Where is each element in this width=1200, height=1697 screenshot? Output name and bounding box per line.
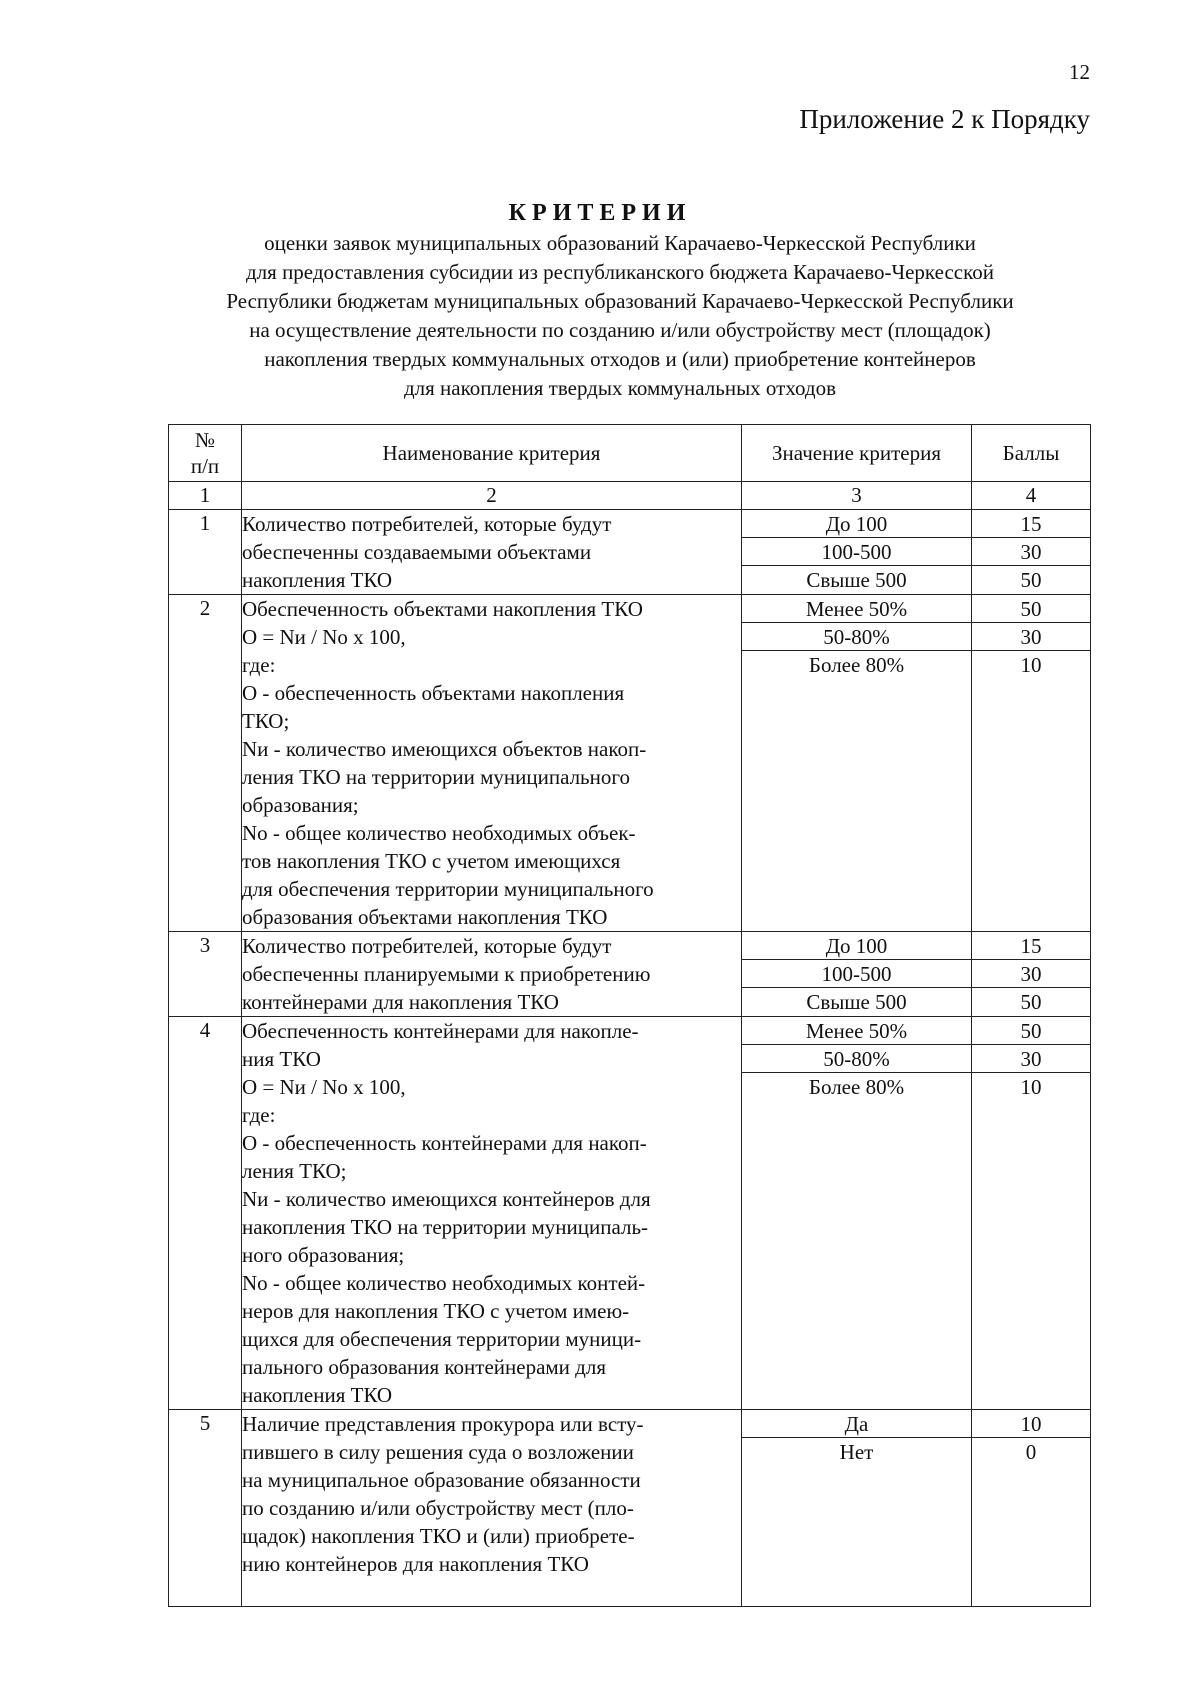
criterion-name-line: Nи - количество имеющихся контейнеров для xyxy=(242,1187,651,1211)
document-subtitle xyxy=(150,229,1090,403)
subtitle-line: накопления твердых коммунальных отходов и (или) приобретение контейнеров xyxy=(264,347,976,371)
subtitle-line: оценки заявок муниципальных образований Карачаево-Черкесской Республики xyxy=(264,231,976,255)
criterion-points xyxy=(972,510,1091,595)
criterion-name-line: О = Nи / No x 100, xyxy=(242,1075,406,1099)
table-row xyxy=(169,595,1091,932)
criterion-name xyxy=(242,510,742,595)
criterion-name xyxy=(242,1410,742,1607)
criterion-points-value: 15 xyxy=(972,932,1090,960)
criterion-name-line: О = Nи / No x 100, xyxy=(242,625,406,649)
header-num xyxy=(169,425,242,482)
criterion-points-value: 30 xyxy=(972,960,1090,988)
column-index: 4 xyxy=(972,482,1091,510)
criterion-name-line: ления ТКО; xyxy=(242,1159,347,1183)
criterion-name-line: щадок) накопления ТКО и (или) приобрете- xyxy=(242,1524,635,1548)
criterion-points-value: 50 xyxy=(972,595,1090,623)
criterion-values xyxy=(742,510,972,595)
criterion-name-line: для обеспечения территории муниципального xyxy=(242,877,654,901)
criterion-points xyxy=(972,1410,1091,1607)
criterion-points-value: 10 xyxy=(1020,1075,1042,1099)
header-value: Значение критерия xyxy=(742,425,972,482)
criterion-number: 1 xyxy=(169,510,242,595)
document-title: КРИТЕРИИ xyxy=(508,200,692,226)
criterion-values xyxy=(742,1017,972,1410)
criterion-value: 50-80% xyxy=(742,1045,971,1073)
criterion-name-line: неров для накопления ТКО с учетом имею- xyxy=(242,1299,630,1323)
criterion-name-line: Наличие представления прокурора или всту- xyxy=(242,1412,644,1436)
criterion-name-line: No - общее количество необходимых контей- xyxy=(242,1271,646,1295)
criterion-name-line: нию контейнеров для накопления ТКО xyxy=(242,1552,589,1576)
criterion-name-line: Nи - количество имеющихся объектов накоп- xyxy=(242,737,647,761)
criterion-values xyxy=(742,932,972,1017)
criterion-name-line: накопления ТКО xyxy=(242,1383,393,1407)
criterion-name-line: О - обеспеченность контейнерами для накоп- xyxy=(242,1131,647,1155)
header-num-label: № п/п xyxy=(190,428,220,478)
criterion-name-line: по созданию и/или обустройству мест (пло- xyxy=(242,1496,634,1520)
table-header-row xyxy=(169,425,1091,482)
criterion-name-line: пального образования контейнерами для xyxy=(242,1355,606,1379)
criterion-points xyxy=(972,1017,1091,1410)
subtitle-line: для предоставления субсидии из республиканского бюджета Карачаево-Черкесской xyxy=(246,260,994,284)
criterion-value: Более 80% xyxy=(808,653,905,677)
table-row xyxy=(169,932,1091,1017)
criterion-points xyxy=(972,595,1091,932)
criterion-points-value: 10 xyxy=(1020,653,1042,677)
criterion-name-line: образования объектами накопления ТКО xyxy=(242,905,608,929)
criteria-table xyxy=(168,424,1091,1607)
criterion-points-value: 50 xyxy=(1020,568,1042,592)
table-row xyxy=(169,1410,1091,1607)
criterion-points-value: 30 xyxy=(972,623,1090,651)
criterion-name-line: накопления ТКО на территории муниципаль- xyxy=(242,1215,649,1239)
criterion-value: Нет xyxy=(839,1440,874,1464)
criterion-value: До 100 xyxy=(742,932,971,960)
column-index: 3 xyxy=(742,482,972,510)
page-number: 12 xyxy=(1069,60,1090,84)
criterion-value: Свыше 500 xyxy=(806,990,907,1014)
criterion-name-line: No - общее количество необходимых объек- xyxy=(242,821,636,845)
table-row xyxy=(169,1017,1091,1410)
criterion-number: 5 xyxy=(169,1410,242,1607)
criterion-value: 50-80% xyxy=(742,623,971,651)
criterion-values xyxy=(742,595,972,932)
column-index: 1 xyxy=(169,482,242,510)
criterion-number: 2 xyxy=(169,595,242,932)
criterion-value: Менее 50% xyxy=(742,1017,971,1045)
criterion-number: 4 xyxy=(169,1017,242,1410)
criterion-name-line: ления ТКО на территории муниципального xyxy=(242,765,630,789)
subtitle-line: для накопления твердых коммунальных отходов xyxy=(403,376,837,400)
criterion-name-line: пившего в силу решения суда о возложении xyxy=(242,1440,634,1464)
criterion-value: 100-500 xyxy=(742,538,971,566)
criterion-name-line: где: xyxy=(242,653,276,677)
criterion-name-line: накопления ТКО xyxy=(242,568,393,592)
criterion-name-line: на муниципальное образование обязанности xyxy=(242,1468,641,1492)
criterion-name-line: ТКО; xyxy=(242,709,290,733)
criterion-name-line: Количество потребителей, которые будут xyxy=(242,934,612,958)
criterion-name-line: О - обеспеченность объектами накопления xyxy=(242,681,625,705)
header-name: Наименование критерия xyxy=(242,425,742,482)
criterion-value: Свыше 500 xyxy=(806,568,907,592)
criterion-name-line: щихся для обеспечения территории муници- xyxy=(242,1327,642,1351)
criterion-name xyxy=(242,1017,742,1410)
criterion-name-line: ния ТКО xyxy=(242,1047,321,1071)
criterion-name-line: Обеспеченность контейнерами для накопле- xyxy=(242,1019,639,1043)
cell-spacer xyxy=(242,1578,741,1606)
criterion-points-value: 30 xyxy=(972,1045,1090,1073)
criterion-values xyxy=(742,1410,972,1607)
criterion-value: 100-500 xyxy=(742,960,971,988)
criterion-name xyxy=(242,932,742,1017)
criterion-name-line: Обеспеченность объектами накопления ТКО xyxy=(242,597,643,621)
subtitle-line: Республики бюджетам муниципальных образований Карачаево-Черкесской Республики xyxy=(226,289,1014,313)
appendix-label: Приложение 2 к Порядку xyxy=(799,104,1090,134)
subtitle-line: на осуществление деятельности по созданию и/или обустройству мест (площадок) xyxy=(249,318,991,342)
column-index-row xyxy=(169,482,1091,510)
criterion-points xyxy=(972,932,1091,1017)
criterion-name-line: Количество потребителей, которые будут xyxy=(242,512,612,536)
criterion-name-line: тов накопления ТКО с учетом имеющихся xyxy=(242,849,621,873)
criterion-points-value: 10 xyxy=(972,1410,1090,1438)
column-index: 2 xyxy=(242,482,742,510)
criterion-name-line: образования; xyxy=(242,793,359,817)
criterion-name-line: ного образования; xyxy=(242,1243,405,1267)
criterion-name xyxy=(242,595,742,932)
table-row xyxy=(169,510,1091,595)
criterion-name-line: контейнерами для накопления ТКО xyxy=(242,990,559,1014)
criterion-name-line: обеспеченны создаваемыми объектами xyxy=(242,540,592,564)
criterion-points-value: 30 xyxy=(972,538,1090,566)
criterion-value: Да xyxy=(742,1410,971,1438)
criterion-value: Более 80% xyxy=(808,1075,905,1099)
criterion-points-value: 0 xyxy=(1025,1440,1037,1464)
criterion-name-line: где: xyxy=(242,1103,276,1127)
criterion-value: До 100 xyxy=(742,510,971,538)
criterion-points-value: 50 xyxy=(1020,990,1042,1014)
criterion-points-value: 15 xyxy=(972,510,1090,538)
criterion-number: 3 xyxy=(169,932,242,1017)
header-points: Баллы xyxy=(972,425,1091,482)
criterion-value: Менее 50% xyxy=(742,595,971,623)
criterion-name-line: обеспеченны планируемыми к приобретению xyxy=(242,962,651,986)
criterion-points-value: 50 xyxy=(972,1017,1090,1045)
